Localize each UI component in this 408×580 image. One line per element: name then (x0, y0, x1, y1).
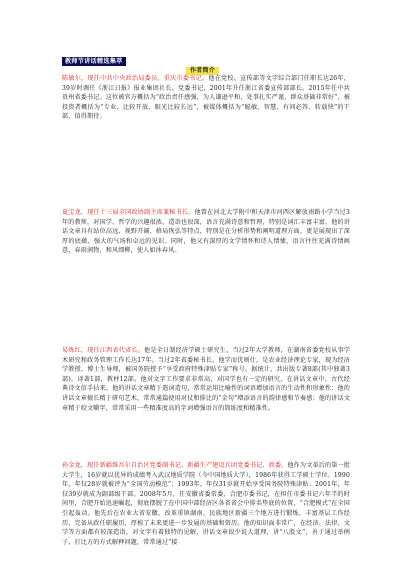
profile-lead: 夏宝龙，现任十三届全国政协副主席兼秘书长。 (62, 209, 195, 216)
profile-lead: 孙金龙，现任新疆维吾尔自治区党委副书记、新疆生产建设兵团党委书记、政委。 (62, 462, 288, 469)
profile-lead: 易炼红，现任江西省代省长。 (62, 347, 145, 354)
profile-body: 他在党校、宣传部等文字综合部门任职长达26年，39岁时调任《浙江日报》报业集团社长、党委书记，2001年升任浙江省委宣传部部长。2015年任中共贵州省委书记。这位被官方概括为“政治责任感强，为人谦逊平和，处事扎实严谨，群众基础非常好”，被投资者概括为“专业、比较开放、眼光比较长远”，被媒体概括为“聪敏、智慧、有问必答、转载快”的干部，值得期待。 (62, 75, 350, 121)
profile-paragraph (62, 208, 350, 256)
profile-paragraph (62, 74, 350, 122)
profile-body: 他作为文革后的第一批大学生，16岁就以优异的成绩考入武汉地质学院（今中国地质大学），1986年获得工学硕士学位。1990年，年仅28岁就被评为“全国劳动模范”；1993年，年仅31岁就开始享受国务院特殊津贴；2001年，年仅39岁就成为副部级干部。2008年5月，任安徽省委常委、合肥市委书记，在担任市委书记六年半的时间里，合肥开始迅速崛起，彻底摆脱了在中国中部经济区各省省会中排名垫底的位置，“合肥模式”在全国引起轰动。他先后在农业大省安徽、改革重镇湖南、民族地区新疆三个地方进行锻炼，丰富基层工作经历，完备从政任职履历，厚植了未来更进一步发展的基础和资历。他的知识面非常广，在经济、法律、文学等方面都有较深造诣，对文字有着独特的见解，讲话文章很少说大道理，讲“八股文”，善于通过举例子、打比方的方式解释问题，常常通过“接 (62, 462, 351, 546)
document-title: 教师节讲话精选集萃 (62, 57, 126, 66)
profile-lead: 陈敏尔，现任中共中央政治局委员、重庆市委书记。 (62, 75, 209, 82)
profile-paragraph (62, 461, 350, 547)
profile-paragraph (62, 346, 350, 413)
profile-body: 他曾在河北大学附中和天津市河西区解放南路小学当过3年的教师，对国学、哲学的兴趣很浓，造诣也很深，语言充满诗意和哲理，特别是词汇丰富丰富。他的讲话文章具有站位高远、视野开阔、格局恢弘等特点，特别是在分析形势和阐明道理方面，更是展现出了深厚的底蕴、强大的气场和卓远的见识。同时，他又有深厚的文学情怀和诗人情愫，语言往往充满诗情画意，春雨润物，和风细柳，使人如沐春风。 (62, 209, 350, 255)
section-title: 作者简介 (186, 67, 219, 75)
profile-body: 他是全日制经济学硕士研究生，当过2年大学教师，在湖南省委党校从事学术研究和政务管理工作长达17年。当过2年省委秘书长，他学而优则仕，是农业经济理论专家，现为经济学教授、博士生导师，被国务院授予“享受政府特殊津贴专家”称号。据统计，共出版专著8部(其中独著3部)，译著1部，教材12部。他对文字工作要求非常高，对国学也有一定的研究，在讲话文章中，古代经典诗文信手拈来。他的讲话文章精于遣词造句，常常运用比喻性的词语增加语言的生动性和形象性；他的讲话文章擅长精于研句艺术，常常通篇使用对仗和排比的“金句”增添语言的韵律感和节奏感；他的讲话文章精于咬文嚼字，常常采用一些精准度高的字词增强语言的简练度和精准性。 (62, 347, 351, 412)
